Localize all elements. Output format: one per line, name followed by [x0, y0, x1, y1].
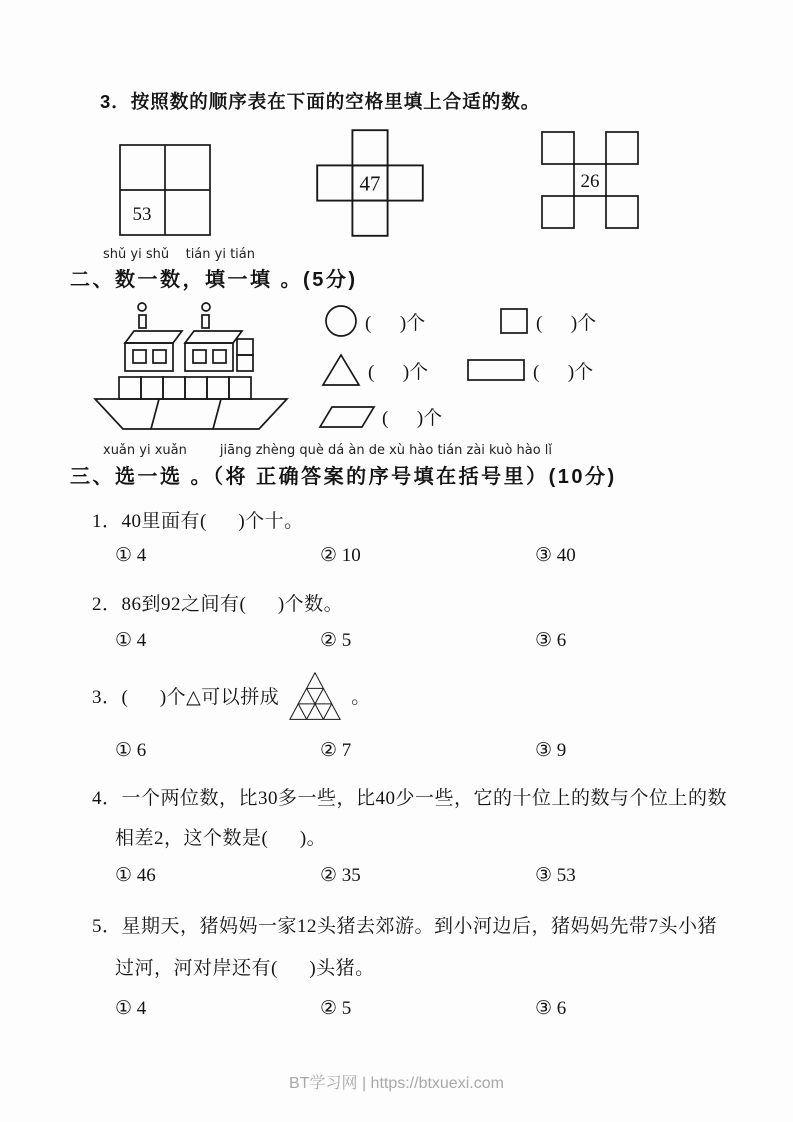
parallelogram-icon — [318, 404, 376, 430]
q4-options — [115, 864, 775, 892]
q1-option-3: ③ 40 — [535, 545, 576, 566]
q3-option-3: ③ 9 — [535, 740, 567, 761]
number-grid-square-figure — [115, 140, 215, 240]
grid1-value: 53 — [132, 204, 152, 225]
count-section-pinyin: shǔ yi shǔ tián yi tián — [103, 247, 256, 262]
q5-option-2: ② 5 — [320, 998, 352, 1019]
rectangle-count-blank: ( )个 — [533, 361, 594, 383]
count-row-circle — [323, 303, 425, 339]
q4-text-line2: 相差2，这个数是( )。 — [115, 828, 327, 849]
q5-option-1: ① 4 — [115, 998, 147, 1019]
grid3-value: 26 — [580, 171, 600, 192]
q3-line — [92, 668, 371, 723]
ship-figure — [85, 295, 300, 440]
circle-count-blank: ( )个 — [365, 312, 426, 334]
q1-option-1: ① 4 — [115, 545, 147, 566]
q3-text-before: 3．( )个△可以拼成 — [92, 687, 280, 708]
grid2-value: 47 — [359, 171, 381, 196]
count-row-rectangle — [465, 356, 593, 384]
q5-options — [115, 997, 775, 1025]
q3-composed-triangle-figure — [285, 668, 345, 723]
triangle-icon — [320, 352, 362, 388]
count-row-square — [498, 306, 596, 336]
q2-text: 2．86到92之间有( )个数。 — [92, 594, 344, 615]
q1-text: 1．40里面有( )个十。 — [92, 511, 304, 532]
q3-options — [115, 739, 775, 767]
q2-option-3: ③ 6 — [535, 630, 567, 651]
count-row-parallelogram — [318, 403, 442, 430]
q3-text-after: 。 — [351, 687, 371, 708]
triangle-count-blank: ( )个 — [368, 361, 429, 383]
q4-text-line1: 4．一个两位数，比30多一些，比40少一些，它的十位上的数与个位上的数 — [92, 788, 728, 809]
q1-option-2: ② 10 — [320, 545, 361, 566]
rectangle-icon — [465, 356, 527, 384]
q4-option-3: ③ 53 — [535, 865, 576, 886]
choose-section-pinyin: xuǎn yi xuǎn jiāng zhèng què dá àn de xù hào tián zài kuò hào lǐ — [103, 443, 553, 458]
q4-option-2: ② 35 — [320, 865, 361, 886]
q3-option-1: ① 6 — [115, 740, 147, 761]
number-grid-x-figure — [540, 130, 640, 230]
q5-text-line1: 5．星期天，猪妈妈一家12头猪去郊游。到小河边后，猪妈妈先带7头小猪 — [92, 916, 718, 937]
q2-options — [115, 629, 775, 657]
circle-icon — [323, 303, 359, 339]
choose-section-heading: 三、选一选 。（将 正确答案的序号填在括号里）(10分) — [70, 466, 617, 488]
square-icon — [498, 306, 530, 336]
parallelogram-count-blank: ( )个 — [382, 408, 443, 429]
q2-option-2: ② 5 — [320, 630, 352, 651]
site-watermark: BT学习网 | https://btxuexi.com — [289, 1075, 504, 1092]
count-section-heading: 二、数一数，填一填 。(5分) — [70, 269, 358, 291]
q5-text-line2: 过河，河对岸还有( )头猪。 — [115, 958, 375, 979]
q5-option-3: ③ 6 — [535, 998, 567, 1019]
count-row-triangle — [320, 352, 428, 388]
square-count-blank: ( )个 — [536, 312, 597, 334]
q4-option-1: ① 46 — [115, 865, 156, 886]
q3-option-2: ② 7 — [320, 740, 352, 761]
fill-number-question-text: 3．按照数的顺序表在下面的空格里填上合适的数。 — [100, 91, 541, 112]
q2-option-1: ① 4 — [115, 630, 147, 651]
number-grid-plus-figure — [315, 128, 425, 238]
q1-options — [115, 544, 775, 572]
